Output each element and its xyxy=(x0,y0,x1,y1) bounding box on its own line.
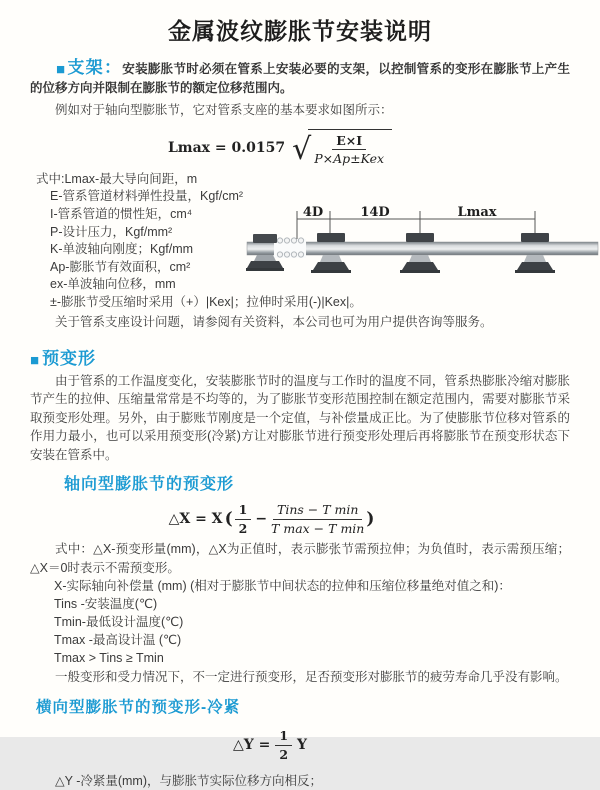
sqrt-body xyxy=(308,129,392,167)
half-denominator: 2 xyxy=(279,746,289,762)
lateral-formula-rhs: Y xyxy=(297,737,308,754)
definition-item: 式中:Lmax-最大导向间距，m xyxy=(36,171,198,186)
axial-explain-paragraph: 式中：△X-预变形量(mm)，△X为正值时，表示膨张节需预拉伸；为负值时，表示需预压缩；△X＝0时表示不需预变形。 xyxy=(30,542,570,575)
lmax-formula xyxy=(0,129,560,167)
definition-item: I-管系管道的惯性矩，cm⁴ xyxy=(50,206,193,221)
definition-item: K-单波轴向刚度；Kgf/mm xyxy=(50,242,194,257)
lmax-fraction-numerator: E×I xyxy=(332,133,366,151)
definition-item: ex-单波轴向位移，mm xyxy=(50,277,176,292)
dim-label-lmax: Lmax xyxy=(457,204,497,220)
sqrt-radical-sign: √ xyxy=(292,132,312,168)
dim-label-14d: 14D xyxy=(360,204,390,220)
half-fraction xyxy=(235,502,252,536)
preform-heading-text: 预变形 xyxy=(42,348,97,368)
axial-definitions-list xyxy=(30,577,570,667)
preform-section-heading xyxy=(30,344,570,369)
temperature-fraction-denominator: T max − T min xyxy=(271,520,365,536)
lateral-formula-lhs: △Y = xyxy=(232,737,271,754)
axial-formula xyxy=(0,502,545,536)
definition-item: P-设计压力，Kgf/mm² xyxy=(50,224,173,239)
half-numerator: 1 xyxy=(235,502,252,520)
preform-paragraph: 由于管系的工作温度变化，安装膨胀节时的温度与工作时的温度不同，管系热膨胀冷缩对膨胀节产生的拉伸、压缩量常常是不均等的，为了膨胀节变形范围控制在额定范围内，需要对膨胀节采取预变形处理。另外，由于膨账节刚度是一个定值，与补偿量成正比。为了使膨胀节位移对管系的作用力最小，也可以采用预变形(冷紧)方让对膨胀节进行预变形处理后再将膨胀节在预变形状态下安装在管系中。 xyxy=(30,373,570,462)
half-numerator: 1 xyxy=(275,728,292,746)
axial-x-definition: X-实际轴向补偿量 (mm) (相对于膨胀节中间状态的拉伸和压缩位移量绝对值之和)： xyxy=(54,579,511,594)
axial-formula-lhs: △X = X xyxy=(168,511,223,528)
temperature-fraction-numerator: Tins − T min xyxy=(273,502,362,520)
lateral-note-text: △Y -冷紧量(mm)，与膨胀节实际位移方向相反； xyxy=(55,773,323,788)
half-fraction xyxy=(275,728,292,762)
definitions-block xyxy=(30,171,570,312)
page-title: 金属波纹膨胀节安装说明 xyxy=(168,18,432,44)
lateral-preform-heading: 横向型膨胀节的预变形-冷紧 xyxy=(36,699,241,717)
sqrt-expression xyxy=(292,129,392,167)
definition-item: E-管系管道材料弹性投量，Kgf/cm² xyxy=(50,189,244,204)
temp-definition-item: Tmax -最高设计温 (℃) xyxy=(54,633,182,648)
open-paren: ( xyxy=(224,509,233,530)
lmax-fraction-denominator: P×Ap±Kex xyxy=(314,151,385,167)
lateral-formula xyxy=(0,728,540,762)
support-note-text: 关于管系支座设计问题，请参阅有关资料，本公司也可为用户提供咨询等服务。 xyxy=(55,314,493,329)
blue-square-icon: ■ xyxy=(56,61,66,78)
temp-definition-item: Tins -安装温度(℃) xyxy=(54,597,158,612)
blue-square-icon: ■ xyxy=(30,351,41,369)
temp-definition-item: Tmax > Tins ≥ Tmin xyxy=(54,651,164,666)
dim-label-4d: 4D xyxy=(302,204,324,220)
lmax-formula-lhs: Lmax = 0.0157 xyxy=(167,139,286,156)
bellows-icon xyxy=(274,238,306,258)
lmax-fraction xyxy=(314,133,384,167)
support-intro-paragraph xyxy=(30,58,570,98)
close-paren: ) xyxy=(366,509,375,530)
temp-definition-item: Tmin-最低设计温度(℃) xyxy=(54,615,184,630)
axial-note-text: 一般变形和受力情况下，不一定进行预变形，足否预变形对膨胀节的疲劳寿命几乎没有影响。 xyxy=(55,670,568,685)
half-denominator: 2 xyxy=(238,520,248,536)
axial-preform-heading: 轴向型膨胀节的预变形 xyxy=(64,476,235,493)
support-example-text: 例如对于轴向型膨胀节，它对管系支座的基本要求如图所示： xyxy=(55,103,393,117)
temperature-fraction xyxy=(271,502,364,536)
support-intro-text: 安装膨胀节时必须在管系上安装必要的支架，以控制管系的变形在膨胀节上产生的位移方向并限制在膨胀节的额定位移范围内。 xyxy=(30,62,570,95)
support-section-heading: 支架： xyxy=(67,58,123,77)
pipe-support-diagram xyxy=(245,204,600,304)
minus-operator: − xyxy=(255,511,268,528)
definition-item: ±-膨胀节受压缩时采用（+）|Kex|；拉伸时采用(-)|Kex|。 xyxy=(50,294,362,309)
definition-item: Ap-膨胀节有效面积，cm² xyxy=(50,259,191,274)
